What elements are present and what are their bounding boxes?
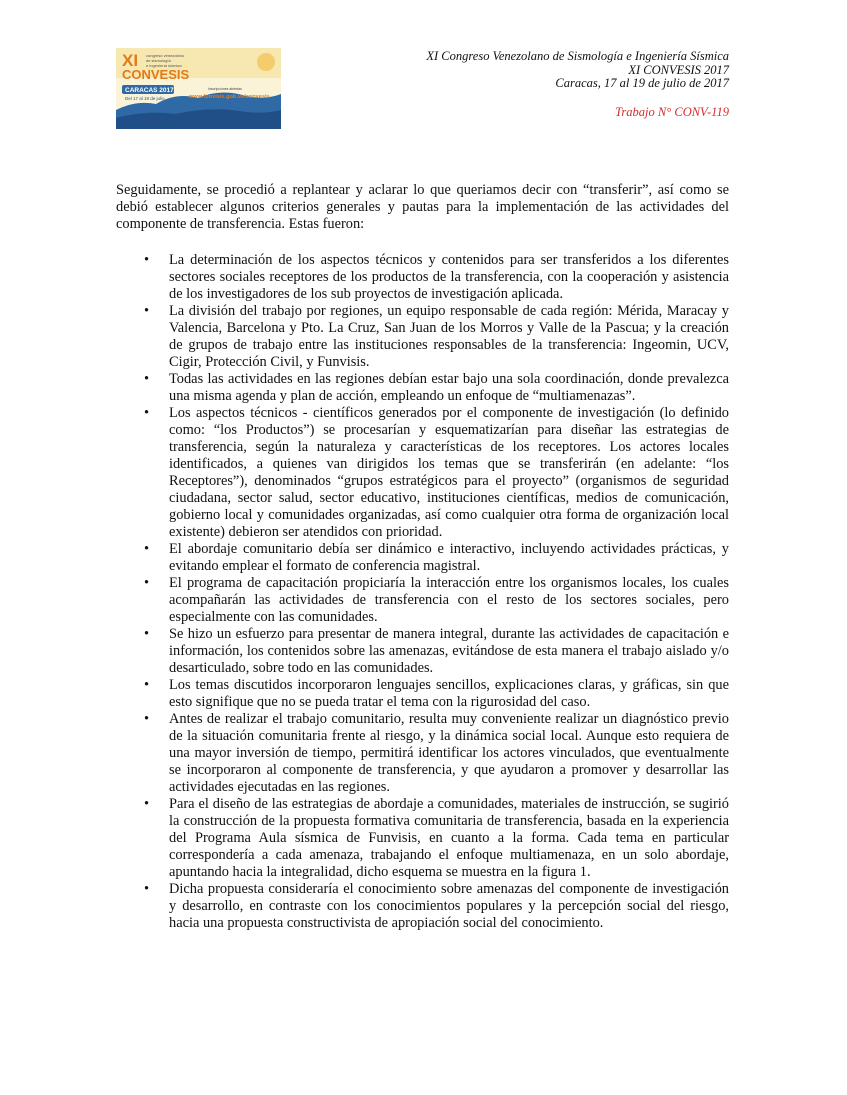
bullet-icon: •	[144, 252, 150, 268]
list-item-text: Se hizo un esfuerzo para presentar de manera integral, durante las actividades de capacitación e información, los contenidos sobre las amenazas, evitándose de esta manera el trabajo aislado y/o desarticulado, sobre todo en las comunidades.	[169, 626, 729, 676]
bullet-icon: •	[144, 711, 150, 727]
header-line-1: XI Congreso Venezolano de Sismología e Ingeniería Sísmica	[426, 49, 729, 63]
bullet-icon: •	[144, 796, 150, 812]
list-item	[116, 881, 729, 932]
bullet-icon: •	[144, 303, 150, 319]
logo-note: Inscripciones abiertas	[208, 87, 242, 91]
list-item	[116, 303, 729, 371]
list-item-text: Todas las actividades en las regiones debían estar bajo una sola coordinación, donde prevalezca una misma agenda y plan de acción, empleando un enfoque de “multiamenazas”.	[169, 371, 729, 404]
list-item	[116, 575, 729, 626]
conference-header	[426, 50, 729, 119]
list-item-text: Para el diseño de las estrategias de abordaje a comunidades, materiales de instrucción, se sugirió la construcción de la propuesta formativa comunitaria de transferencia, basada en la experiencia del Programa Aula sísmica de Funvisis, en cuanto a la forma. Cada tema en particular correspondería a cada amenaza, trabajando el enfoque multiamenaza, en un solo abordaje, apuntando hacia la integralidad, dicho esquema se muestra en la figura 1.	[169, 796, 729, 880]
logo-sub-text: CONVESIS	[122, 67, 190, 82]
list-item-text: Los aspectos técnicos - científicos generados por el componente de investigación (lo definido como: “los Productos”) se procesarían y esquematizarían para diseñar las estrategias de transferencia, según la naturaleza y características de los receptores. Los actores locales identificados, a quienes van dirigidos los temas que se transferirán (en adelante: “los Receptores”), denominados “grupos estratégicos para el proyecto” (organismos de seguridad ciudadana, sector salud, sector educativo, instituciones científicas, medios de comunicación, gobierno local y comunidades organizadas, así como cualquier otra forma de organización local existente) debieron ser atendidos con prioridad.	[169, 405, 729, 540]
list-item	[116, 796, 729, 881]
header-line-3: Caracas, 17 al 19 de julio de 2017	[555, 76, 729, 90]
bullet-icon: •	[144, 371, 150, 387]
intro-paragraph: Seguidamente, se procedió a replantear y aclarar lo que queriamos decir con “transferir”, así como se debió establecer algunos criterios generales y pautas para la implementación de las actividades del componente de transferencia. Estas fueron:	[116, 182, 729, 232]
logo-dates: Del 17 al 19 de julio	[125, 96, 165, 101]
list-item-text: Los temas discutidos incorporaron lenguajes sencillos, explicaciones claras, y gráficas, sin que esto signifique que no se pueda tratar el tema con la rigurosidad del caso.	[169, 677, 729, 710]
list-item	[116, 252, 729, 303]
bullet-icon: •	[144, 626, 150, 642]
criteria-list	[116, 252, 729, 932]
logo-main-text: XI	[122, 51, 139, 70]
list-item	[116, 711, 729, 796]
list-item	[116, 626, 729, 677]
bullet-icon: •	[144, 881, 150, 897]
body-content	[116, 182, 729, 932]
list-item-text: La división del trabajo por regiones, un equipo responsable de cada región: Mérida, Maracay y Valencia, Barcelona y Pto. La Cruz, San Juan de los Morros y Valle de la Pascua; y la creación de grupos de trabajo entre las instituciones responsables de la transferencia: Ingeomin, UCV, Cigir, Protección Civil, y Funvisis.	[169, 303, 729, 370]
logo-website: www.funvisis.gob.ve/convesis	[189, 94, 270, 100]
logo-tagline-1: congreso venezolano	[146, 53, 185, 58]
list-item	[116, 371, 729, 405]
bullet-icon: •	[144, 405, 150, 421]
list-item-text: La determinación de los aspectos técnicos y contenidos para ser transferidos a los diferentes sectores sociales receptores de los productos de la transferencia, con la cooperación y asistencia de los investigadores de los sub proyectos de investigación aplicada.	[169, 252, 729, 302]
bullet-icon: •	[144, 677, 150, 693]
list-item	[116, 677, 729, 711]
list-item-text: El abordaje comunitario debía ser dinámico e interactivo, incluyendo actividades prácticas, y evitando emplear el formato de conferencia magistral.	[169, 541, 729, 574]
logo-city: CARACAS 2017	[125, 87, 174, 94]
list-item-text: Dicha propuesta consideraría el conocimiento sobre amenazas del componente de investigación y desarrollo, en contraste con los conocimientos populares y la percepción social del riesgo, hacia una propuesta constructivista de apropiación social del conocimiento.	[169, 881, 729, 931]
logo-graphic	[116, 48, 281, 129]
conference-logo	[116, 48, 281, 129]
logo-tagline-2: de sismología	[146, 58, 171, 63]
list-item-text: El programa de capacitación propiciaría la interacción entre los organismos locales, los cuales acompañarán las actividades de transferencia con el resto de los sectores sociales, pero especialmente con las comunidades.	[169, 575, 729, 625]
logo-tagline-3: e ingeniería sísmica	[146, 63, 182, 68]
paper-number: Trabajo N° CONV-119	[615, 104, 729, 119]
list-item	[116, 405, 729, 541]
header-line-2: XI CONVESIS 2017	[628, 62, 729, 77]
bullet-icon: •	[144, 541, 150, 557]
list-item-text: Antes de realizar el trabajo comunitario, resulta muy conveniente realizar un diagnóstico previo de la situación comunitaria frente al riesgo, y la dinámica social local. Aunque esto requiera de una mayor inversión de tiempo, permitirá identificar los actores vinculados, que eventualmente se incorporaron al componente de transferencia, y que ayudaron a promover y desarrollar las actividades ejecutadas en las regiones.	[169, 711, 729, 795]
list-item	[116, 541, 729, 575]
bullet-icon: •	[144, 575, 150, 591]
